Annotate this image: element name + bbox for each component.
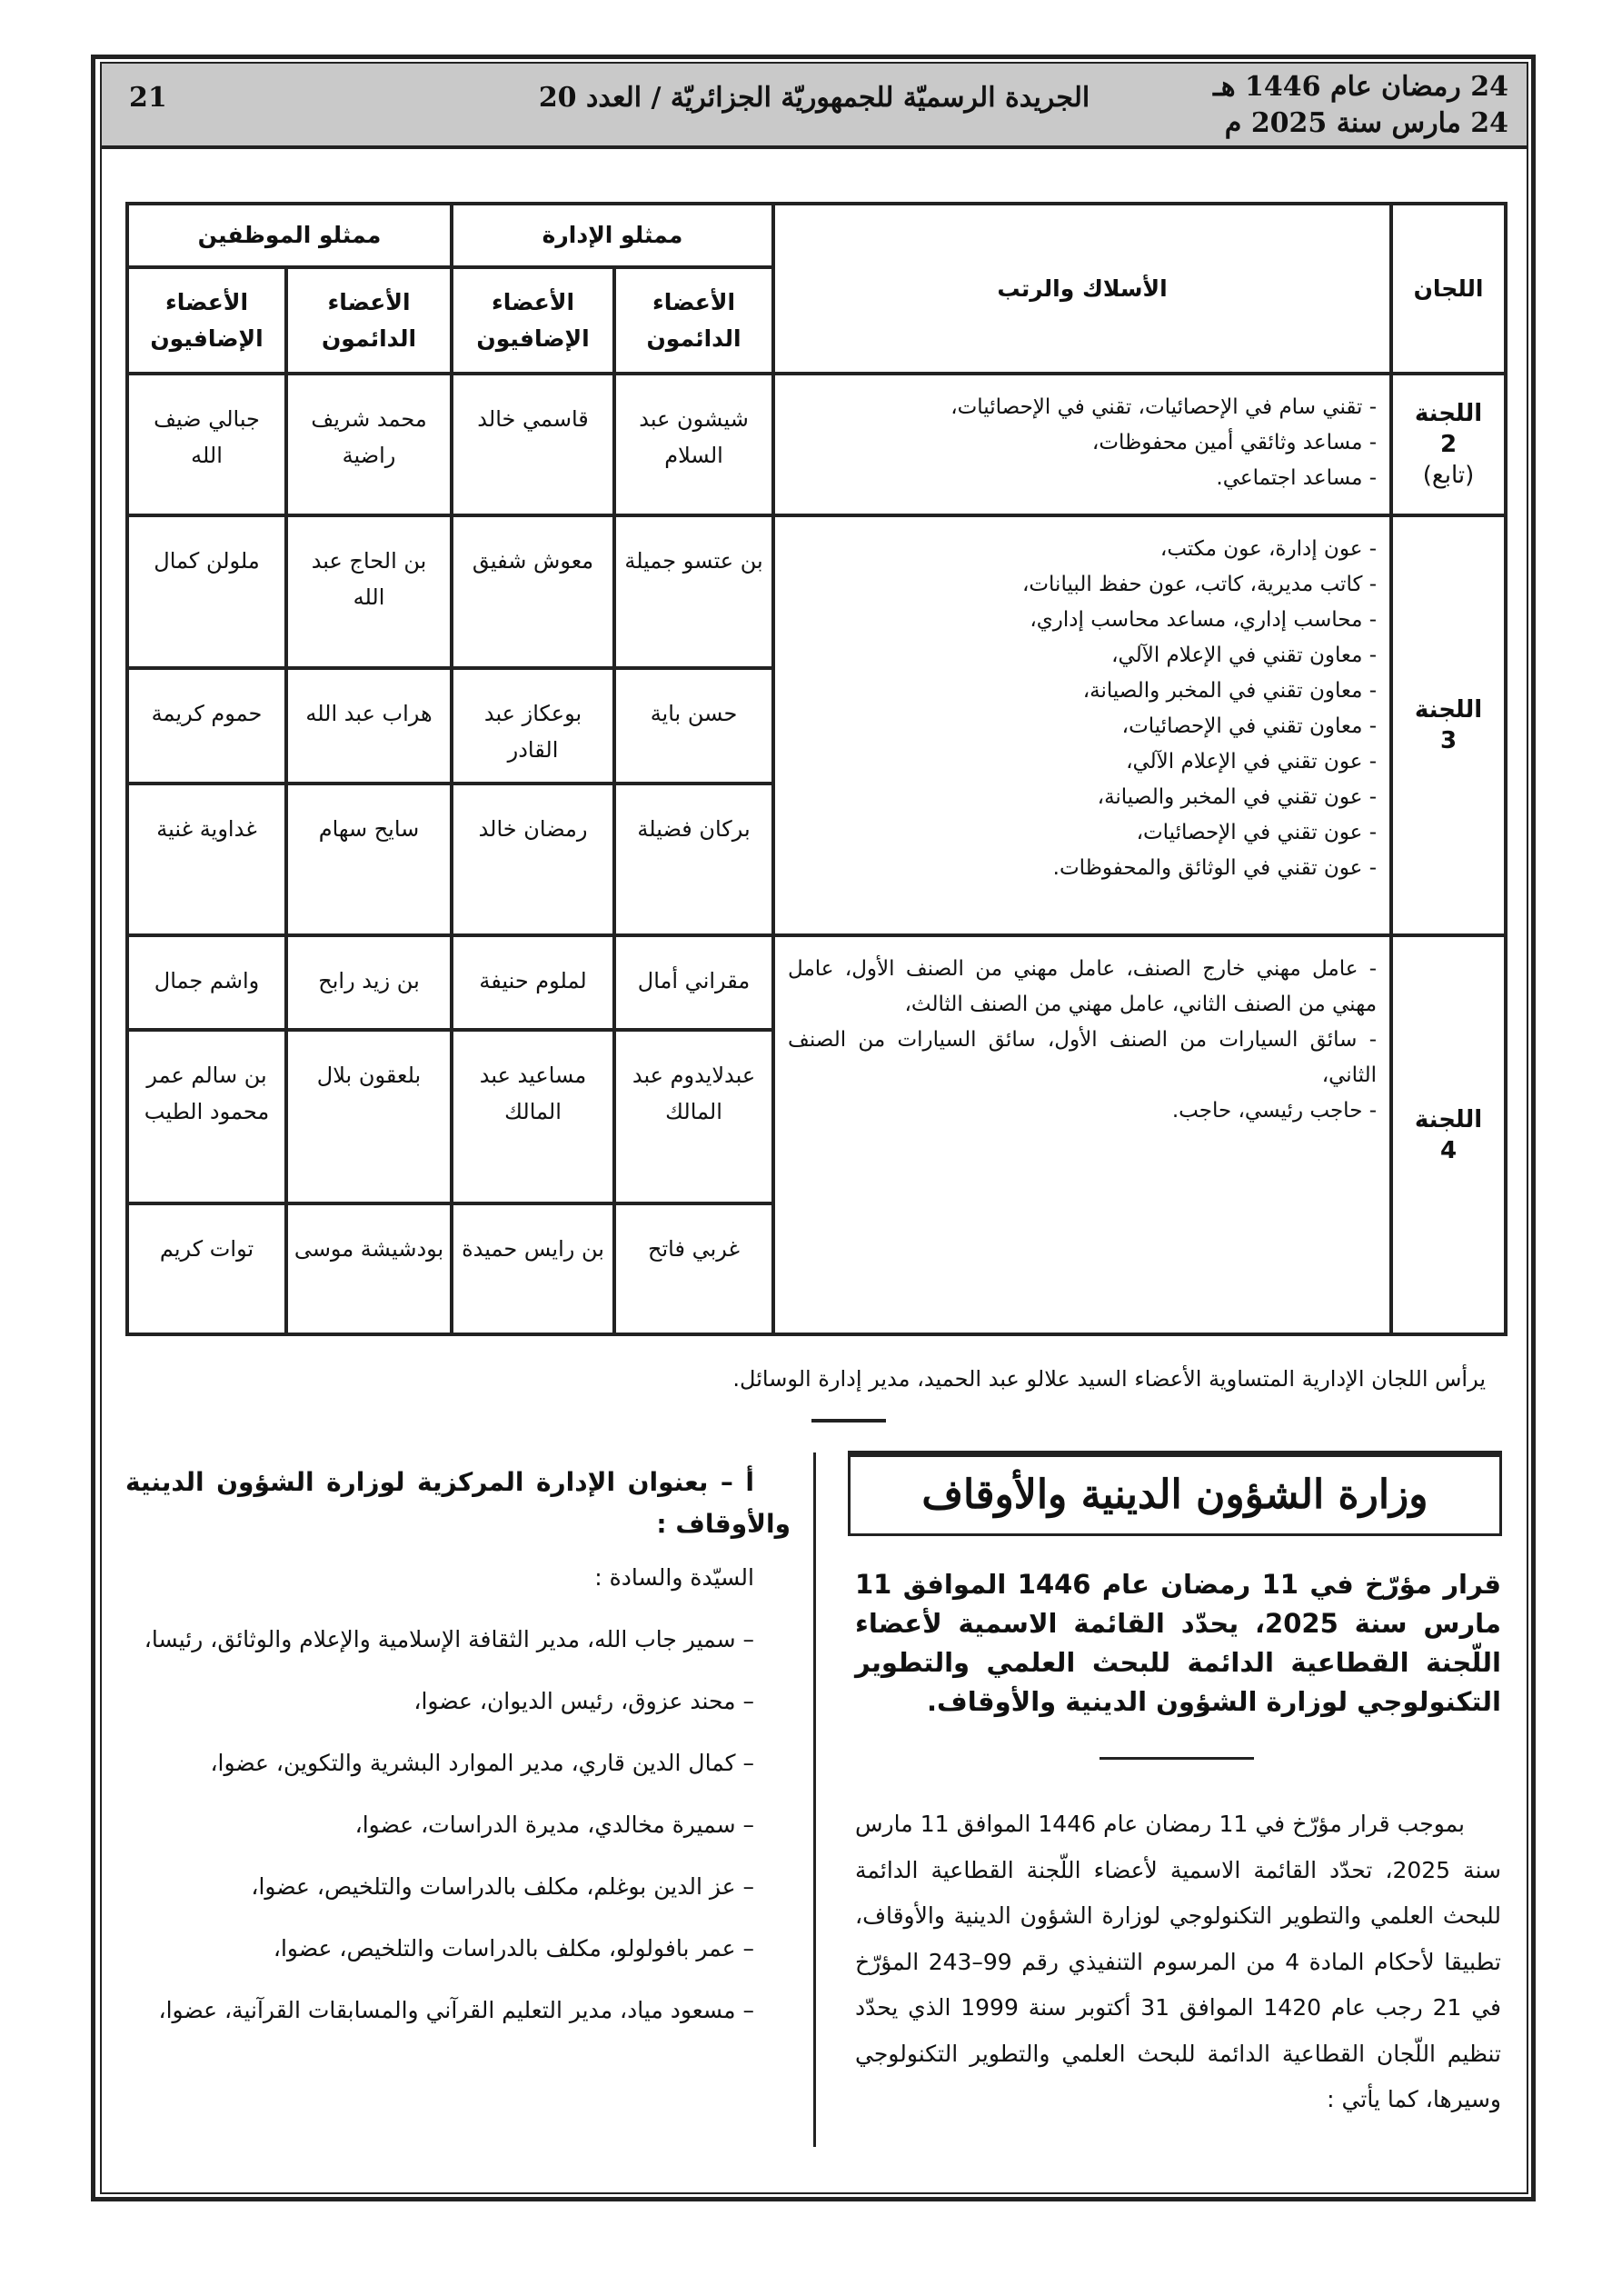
member-name-staff-perm: بلعقون بلال (286, 1030, 452, 1203)
member-name-staff-sub: توات كريم (127, 1203, 286, 1334)
member-name-staff-perm: بودشيشة موسى (286, 1203, 452, 1334)
member-name-admin-perm: مقراني أمال (614, 935, 773, 1030)
member-name-admin-sub: لملوم حنيفة (452, 935, 614, 1030)
salutation: السيّدة والسادة : (594, 1564, 754, 1591)
member-name-staff-sub: غداوية غنية (127, 784, 286, 935)
ranks-list (773, 515, 1391, 935)
member-item: – محند عزوق، رئيس الديوان، عضوا، (413, 1688, 754, 1714)
member-name-admin-perm: غربي فاتح (614, 1203, 773, 1334)
member-item: – مسعود مياد، مدير التعليم القرآني والمسابقات القرآنية، عضوا، (158, 1997, 754, 2023)
rank-item: - كاتب مديرية، كاتب، عون حفظ البيانات، (1021, 573, 1378, 596)
committee-number: 4 (1439, 1136, 1458, 1164)
header-admin-permanent: الأعضاء الدائمون (614, 267, 773, 374)
rank-item: - مساعد اجتماعي. (1216, 466, 1378, 490)
member-name-staff-sub: بن سالم عمر محمود الطيب (127, 1030, 286, 1203)
member-name-admin-perm: عبدلايدوم عبد المالك (614, 1030, 773, 1203)
header-staff-reps: ممثلو الموظفين (127, 204, 452, 267)
rank-item: - معاون تقني في المخبر والصيانة، (1082, 679, 1378, 703)
committee-name: اللجنة (1414, 1105, 1483, 1133)
member-name-admin-perm: حسن باية (614, 668, 773, 784)
rank-item: - عامل مهني خارج الصنف، عامل مهني من الصنف الأول، عامل مهني من الصنف الثاني، عامل مهني من الصنف الثالث، (788, 957, 1378, 1016)
rank-item: - تقني سام في الإحصائيات، تقني في الإحصائيات، (950, 395, 1378, 419)
committees-table (125, 202, 1508, 1336)
member-name-staff-sub: واشم جمال (127, 935, 286, 1030)
decision-body: بموجب قرار مؤرّخ في 11 رمضان عام 1446 الموافق 11 مارس سنة 2025، تحدّد القائمة الاسمية لأعضاء اللّجنة القطاعية الدائمة للبحث العلمي والتطوير التكنولوجي لوزارة الشؤون الدينية والأوقاف، تطبيقا لأحكام المادة 4 من المرسوم التنفيذي رقم 99–243 المؤرّخ في 21 رجب عام 1420 الموافق 31 أكتوبر سنة 1999 الذي يحدّد تنظيم اللّجان القطاعية الدائمة للبحث العلمي والتطوير التكنولوجي وسيرها، كما يأتي : (855, 1811, 1502, 2112)
header-admin-substitute: الأعضاء الإضافيون (452, 267, 614, 374)
member-name-admin-sub: رمضان خالد (452, 784, 614, 935)
committee-label (1391, 374, 1506, 515)
committee-row (127, 515, 1506, 668)
gazette-title: الجريدة الرسميّة للجمهوريّة الجزائريّة / العدد 20 (538, 82, 1090, 114)
decision-separator (1100, 1757, 1254, 1760)
header-ranks: الأسلاك والرتب (773, 204, 1391, 374)
header-staff-substitute: الأعضاء الإضافيون (127, 267, 286, 374)
rank-item: - مساعد وثائقي أمين محفوظات، (1091, 431, 1378, 454)
rank-item: - عون تقني في الوثائق والمحفوظات. (1052, 856, 1378, 880)
section-a-heading: أ – بعنوان الإدارة المركزية لوزارة الشؤون الدينية والأوقاف : (125, 1467, 791, 1539)
member-item: – عمر بافولولو، مكلف بالدراسات والتلخيص، عضوا، (273, 1935, 754, 1962)
separator-rule (811, 1419, 886, 1423)
member-name-staff-sub: حموم كريمة (127, 668, 286, 784)
committee-suffix: (تابع) (1422, 462, 1475, 489)
committee-number: 2 (1439, 431, 1458, 458)
rank-item: - عون إدارة، عون مكتب، (1159, 537, 1378, 561)
member-name-staff-perm: سايح سهام (286, 784, 452, 935)
member-name-admin-sub: قاسمي خالد (452, 374, 614, 515)
date-hijri: 24 رمضان عام 1446 هـ (1212, 71, 1508, 103)
committee-name: اللجنة (1414, 696, 1483, 724)
ranks-list (773, 374, 1391, 515)
rank-item: - حاجب رئيسي، حاجب. (1171, 1099, 1378, 1123)
header-committees: اللجان (1391, 204, 1506, 374)
column-divider (813, 1452, 816, 2147)
section-a-body (125, 1556, 791, 2051)
ministry-title: وزارة الشؤون الدينية والأوقاف (848, 1451, 1502, 1536)
rank-item: - سائق السيارات من الصنف الأول، سائق السيارات من الصنف الثاني، (788, 1028, 1378, 1087)
member-name-staff-perm: بن زيد رابح (286, 935, 452, 1030)
rank-item: - عون تقني في المخبر والصيانة، (1097, 785, 1378, 809)
member-name-admin-sub: معوش شفيق (452, 515, 614, 668)
member-name-staff-sub: جبالي ضيف الله (127, 374, 286, 515)
member-name-staff-sub: ملولن كمال (127, 515, 286, 668)
committee-number: 3 (1439, 727, 1458, 754)
member-name-staff-perm: محمد شريف راضية (286, 374, 452, 515)
committee-label (1391, 935, 1506, 1334)
chair-note: يرأس اللجان الإدارية المتساوية الأعضاء السيد علالو عبد الحميد، مدير إدارة الوسائل. (732, 1366, 1486, 1392)
date-gregorian: 24 مارس سنة 2025 م (1224, 107, 1508, 139)
member-name-admin-sub: بوعكاز عبد القادر (452, 668, 614, 784)
member-name-admin-perm: شيشون عبد السلام (614, 374, 773, 515)
header-staff-permanent: الأعضاء الدائمون (286, 267, 452, 374)
committee-label (1391, 515, 1506, 935)
committee-row (127, 374, 1506, 515)
decision-title: قرار مؤرّخ في 11 رمضان عام 1446 الموافق 11 مارس سنة 2025، يحدّد القائمة الاسمية لأعضاء اللّجنة القطاعية الدائمة للبحث العلمي والتطوير التكنولوجي لوزارة الشؤون الدينية والأوقاف. (855, 1569, 1502, 1717)
member-item: – كمال الدين قاري، مدير الموارد البشرية والتكوين، عضوا، (210, 1750, 754, 1776)
member-name-admin-sub: مساعيد عبد المالك (452, 1030, 614, 1203)
page-header (102, 64, 1527, 149)
member-item: – عز الدين بوغلم، مكلف بالدراسات والتلخيص، عضوا، (251, 1873, 754, 1900)
member-name-admin-perm: بركان فضيلة (614, 784, 773, 935)
ranks-list (773, 935, 1391, 1334)
committee-name: اللجنة (1414, 400, 1483, 427)
rank-item: - محاسب إداري، مساعد محاسب إداري، (1030, 608, 1378, 632)
rank-item: - معاون تقني في الإعلام الآلي، (1111, 644, 1378, 667)
rank-item: - عون تقني في الإحصائيات، (1136, 821, 1378, 844)
rank-item: - معاون تقني في الإحصائيات، (1121, 714, 1378, 738)
member-item: – سميرة مخالدي، مديرة الدراسات، عضوا، (354, 1812, 754, 1838)
member-name-staff-perm: بن الحاج عبد الله (286, 515, 452, 668)
member-name-admin-perm: بن عتسو جميلة (614, 515, 773, 668)
member-name-staff-perm: هراب عبد الله (286, 668, 452, 784)
member-item: – سمير جاب الله، مدير الثقافة الإسلامية والإعلام والوثائق، رئيسا، (144, 1626, 754, 1652)
page-number: 21 (129, 82, 167, 114)
committee-row (127, 935, 1506, 1030)
member-name-admin-sub: بن رايس حميدة (452, 1203, 614, 1334)
header-admin-reps: ممثلو الإدارة (452, 204, 773, 267)
rank-item: - عون تقني في الإعلام الآلي، (1126, 750, 1378, 774)
table-header-row (127, 204, 1506, 267)
